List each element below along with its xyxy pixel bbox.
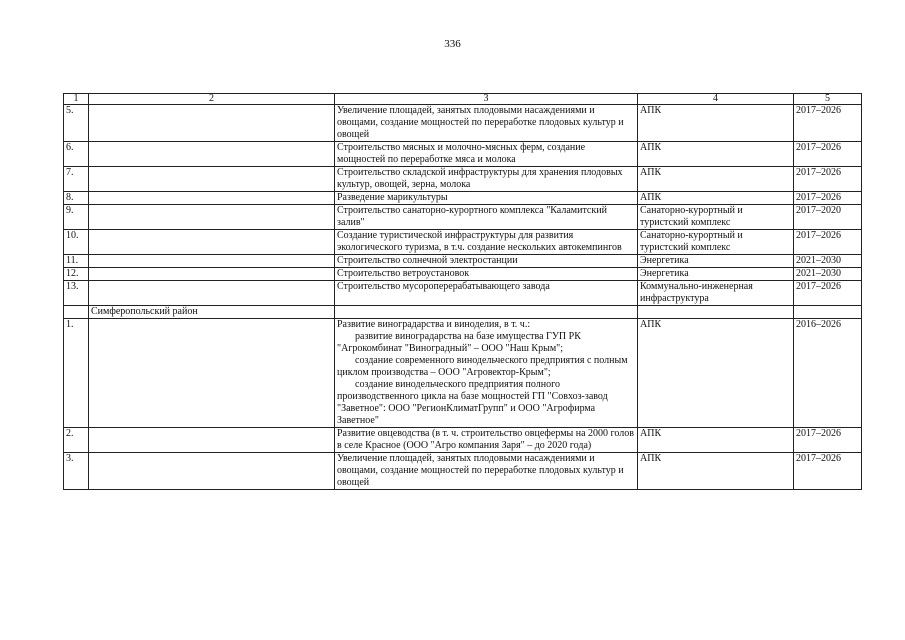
row-number: 7.	[64, 167, 89, 192]
project-cell: Развитие овцеводства (в т. ч. строительство овцефермы на 2000 голов в селе Красное (ООО "Агро компания Заря" – до 2020 года)	[335, 428, 638, 453]
municipality-cell	[89, 281, 335, 306]
project-cell: Строительство ветроустановок	[335, 268, 638, 281]
municipality-cell	[89, 167, 335, 192]
column-number-row	[64, 94, 862, 105]
table-row	[64, 255, 862, 268]
project-cell: Разведение марикультуры	[335, 192, 638, 205]
period-cell: 2017–2026	[794, 453, 862, 490]
row-number: 13.	[64, 281, 89, 306]
municipality-cell	[89, 268, 335, 281]
sector-cell: АПК	[638, 142, 794, 167]
municipality-cell	[89, 319, 335, 428]
table-row	[64, 268, 862, 281]
project-subitem: создание винодельческого предприятия полного производственного цикла на базе мощностей ГП "Совхоз-завод "Заветное": ООО "РегионКлиматГрупп" и ООО "Агрофирма Заветное"	[337, 379, 608, 426]
project-cell: Увеличение площадей, занятых плодовыми насаждениями и овощами, создание мощностей по переработке плодовых культур и овощей	[335, 453, 638, 490]
column-header: 4	[638, 94, 794, 105]
project-cell: Увеличение площадей, занятых плодовыми насаждениями и овощами, создание мощностей по переработке плодовых культур и овощей	[335, 105, 638, 142]
table-row	[64, 105, 862, 142]
sector-cell	[638, 306, 794, 319]
period-cell: 2016–2026	[794, 319, 862, 428]
column-header: 3	[335, 94, 638, 105]
sector-cell: АПК	[638, 453, 794, 490]
period-cell: 2017–2020	[794, 205, 862, 230]
project-cell: Строительство мясных и молочно-мясных ферм, создание мощностей по переработке мяса и молока	[335, 142, 638, 167]
municipality-cell	[89, 105, 335, 142]
row-number: 10.	[64, 230, 89, 255]
section-title: Симферопольский район	[89, 306, 335, 319]
sector-cell: Коммунально-инженерная инфраструктура	[638, 281, 794, 306]
period-cell: 2021–2030	[794, 255, 862, 268]
row-number: 11.	[64, 255, 89, 268]
row-number: 2.	[64, 428, 89, 453]
project-intro: Развитие виноградарства и виноделия, в т. ч.:	[337, 319, 531, 330]
period-cell: 2017–2026	[794, 142, 862, 167]
sector-cell: АПК	[638, 319, 794, 428]
project-cell: Строительство солнечной электростанции	[335, 255, 638, 268]
row-number: 3.	[64, 453, 89, 490]
project-cell	[335, 319, 638, 428]
table-row	[64, 142, 862, 167]
table-row	[64, 281, 862, 306]
project-cell: Строительство мусороперерабатывающего завода	[335, 281, 638, 306]
row-number: 12.	[64, 268, 89, 281]
project-cell: Создание туристической инфраструктуры для развития экологического туризма, в т.ч. создание нескольких автокемпингов	[335, 230, 638, 255]
sector-cell: Санаторно-курортный и туристский комплекс	[638, 230, 794, 255]
column-header: 2	[89, 94, 335, 105]
table-row	[64, 453, 862, 490]
row-number: 1.	[64, 319, 89, 428]
sector-cell: АПК	[638, 105, 794, 142]
municipality-cell	[89, 142, 335, 167]
period-cell: 2017–2026	[794, 192, 862, 205]
column-header: 5	[794, 94, 862, 105]
row-number: 8.	[64, 192, 89, 205]
project-cell: Строительство складской инфраструктуры для хранения плодовых культур, овощей, зерна, молока	[335, 167, 638, 192]
period-cell: 2017–2026	[794, 105, 862, 142]
project-subitem: развитие виноградарства на базе имущества ГУП РК "Агрокомбинат "Виноградный" – ООО "Наш Крым";	[337, 331, 581, 354]
period-cell: 2021–2030	[794, 268, 862, 281]
period-cell: 2017–2026	[794, 281, 862, 306]
sector-cell: АПК	[638, 192, 794, 205]
table-row	[64, 167, 862, 192]
projects-table	[63, 93, 862, 490]
row-number: 5.	[64, 105, 89, 142]
project-subitem: создание современного винодельческого предприятия с полным циклом производства – ООО "Агровектор-Крым";	[337, 355, 628, 378]
period-cell: 2017–2026	[794, 428, 862, 453]
period-cell: 2017–2026	[794, 230, 862, 255]
sector-cell: Энергетика	[638, 255, 794, 268]
column-header: 1	[64, 94, 89, 105]
municipality-cell	[89, 428, 335, 453]
table-row	[64, 192, 862, 205]
table-row	[64, 319, 862, 428]
table-row	[64, 230, 862, 255]
project-cell: Строительство санаторно-курортного комплекса "Каламитский залив"	[335, 205, 638, 230]
municipality-cell	[89, 205, 335, 230]
sector-cell: АПК	[638, 167, 794, 192]
row-number	[64, 306, 89, 319]
page-number: 336	[444, 38, 461, 50]
municipality-cell	[89, 230, 335, 255]
municipality-cell	[89, 255, 335, 268]
sector-cell: Энергетика	[638, 268, 794, 281]
period-cell	[794, 306, 862, 319]
municipality-cell	[89, 453, 335, 490]
table-row	[64, 428, 862, 453]
row-number: 6.	[64, 142, 89, 167]
sector-cell: АПК	[638, 428, 794, 453]
municipality-cell	[89, 192, 335, 205]
sector-cell: Санаторно-курортный и туристский комплекс	[638, 205, 794, 230]
period-cell: 2017–2026	[794, 167, 862, 192]
project-cell	[335, 306, 638, 319]
table-row	[64, 205, 862, 230]
section-row	[64, 306, 862, 319]
row-number: 9.	[64, 205, 89, 230]
